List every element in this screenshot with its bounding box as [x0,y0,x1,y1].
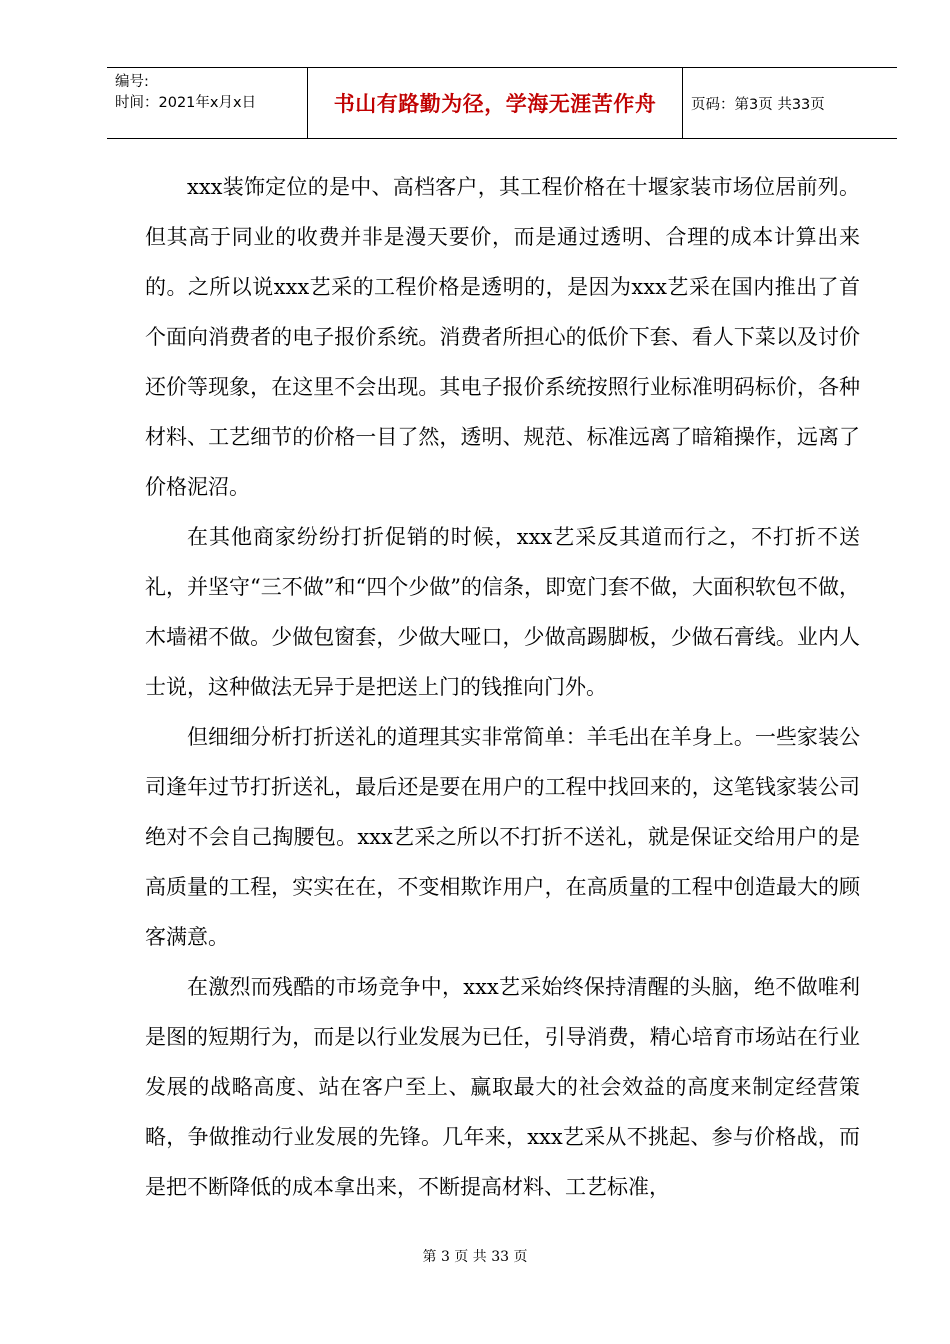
paragraph-1: xxx装饰定位的是中、高档客户，其工程价格在十堰家装市场位居前列。但其高于同业的收费并非是漫天要价，而是通过透明、合理的成本计算出来的。之所以说xxx艺采的工程价格是透明的，是因为xxx艺采在国内推出了首个面向消费者的电子报价系统。消费者所担心的低价下套、看人下菜以及讨价还价等现象，在这里不会出现。其电子报价系统按照行业标准明码标价，各种材料、工艺细节的价格一目了然，透明、规范、标准远离了暗箱操作，远离了价格泥沼。 [145,175,860,499]
paragraph-2: 在其他商家纷纷打折促销的时候，xxx艺采反其道而行之，不打折不送礼，并坚守“三不做”和“四个少做”的信条，即宽门套不做，大面积软包不做，木墙裙不做。少做包窗套，少做大哑口，少做高踢脚板，少做石膏线。业内人士说，这种做法无异于是把送上门的钱推向门外。 [145,525,860,699]
time-label: 时间：2021年x月x日 [115,95,257,111]
document-body [145,162,860,1212]
number-label: 编号: [115,74,149,90]
page-header [107,67,897,139]
header-page-info: 页码：第3页 共33页 [691,96,825,113]
page-footer: 第 3 页 共 33 页 [422,1249,528,1265]
paragraph-4: 在激烈而残酷的市场竞争中，xxx艺采始终保持清醒的头脑，绝不做唯利是图的短期行为，而是以行业发展为已任，引导消费，精心培育市场站在行业发展的战略高度、站在客户至上、赢取最大的社会效益的高度来制定经营策略，争做推动行业发展的先锋。几年来，xxx艺采从不挑起、参与价格战，而是把不断降低的成本拿出来，不断提高材料、工艺标准， [145,975,860,1199]
header-motto: 书山有路勤为径，学海无涯苦作舟 [308,68,683,138]
paragraph-3: 但细细分析打折送礼的道理其实非常简单：羊毛出在羊身上。一些家装公司逢年过节打折送礼，最后还是要在用户的工程中找回来的，这笔钱家装公司绝对不会自己掏腰包。xxx艺采之所以不打折不送礼，就是保证交给用户的是高质量的工程，实实在在，不变相欺诈用户，在高质量的工程中创造最大的顾客满意。 [145,725,860,949]
header-meta [107,68,308,138]
